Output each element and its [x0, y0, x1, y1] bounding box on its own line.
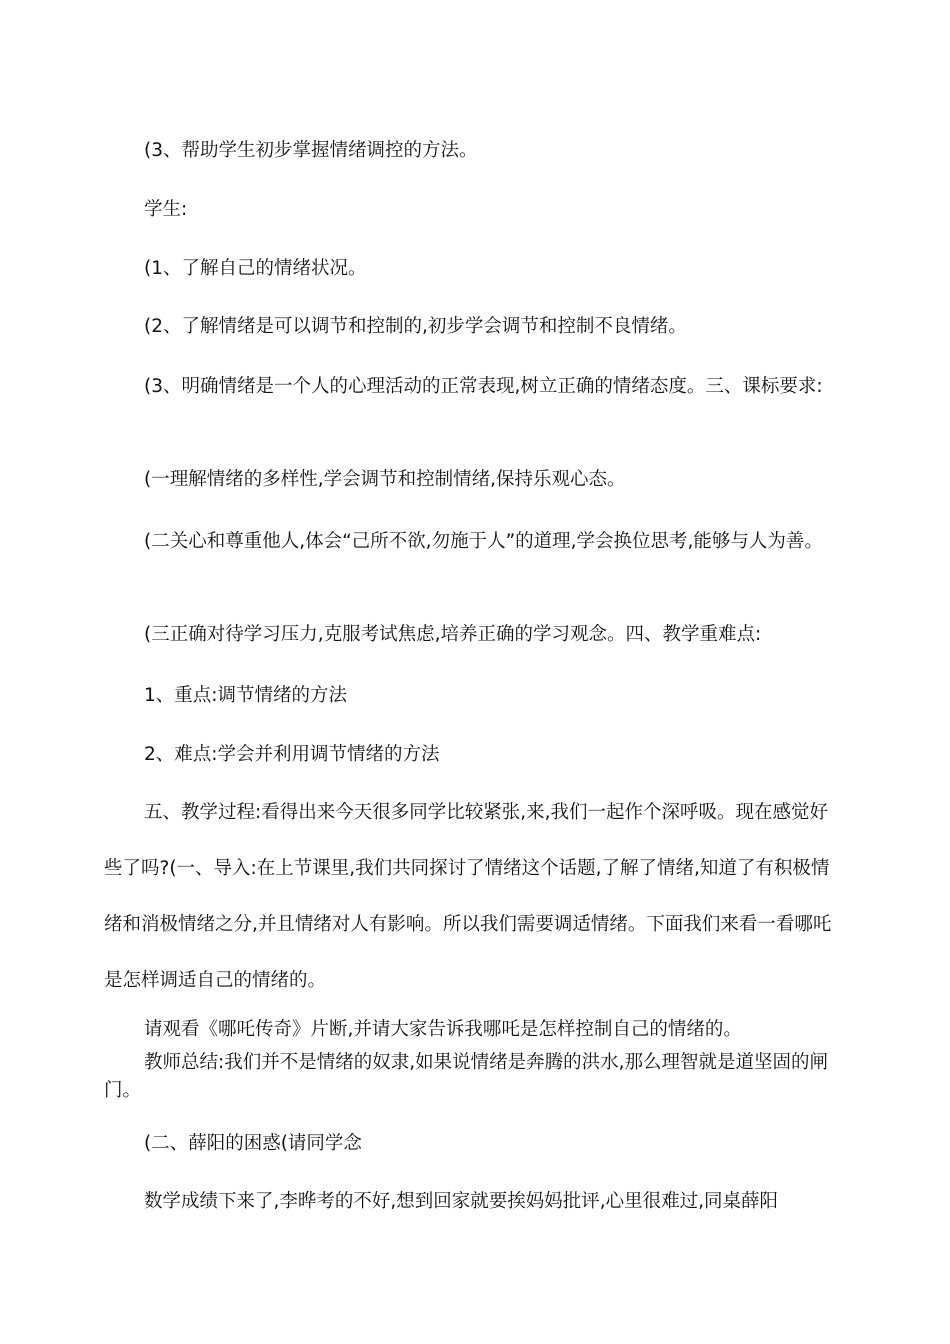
- paragraph-standard-3: (三正确对待学习压力,克服考试焦虑,培养正确的学习观念。四、教学重难点:: [144, 624, 762, 645]
- paragraph-difficult-point: 2、难点:学会并利用调节情绪的方法: [144, 744, 440, 765]
- paragraph-watch-clip: 请观看《哪吒传奇》片断,并请大家告诉我哪吒是怎样控制自己的情绪的。: [144, 1019, 742, 1040]
- paragraph-student-3: (3、明确情绪是一个人的心理活动的正常表现,树立正确的情绪态度。三、课标要求:: [144, 376, 823, 397]
- paragraph-standard-1: (一理解情绪的多样性,学会调节和控制情绪,保持乐观心态。: [144, 469, 626, 490]
- paragraph-story: 数学成绩下来了,李晔考的不好,想到回家就要挨妈妈批评,心里很难过,同桌薛阳: [144, 1191, 779, 1212]
- paragraph-teacher-summary: 教师总结:我们并不是情绪的奴隶,如果说情绪是奔腾的洪水,那么理智就是道坚固的闸门。: [104, 1052, 828, 1101]
- paragraph-key-point: 1、重点:调节情绪的方法: [144, 685, 348, 706]
- paragraph-standard-2: (二关心和尊重他人,体会“己所不欲,勿施于人”的道理,学会换位思考,能够与人为善。: [144, 531, 823, 552]
- paragraph-student-2: (2、了解情绪是可以调节和控制的,初步学会调节和控制不良情绪。: [144, 316, 687, 337]
- paragraph-student-1: (1、了解自己的情绪状况。: [144, 258, 367, 279]
- paragraph-teaching-process: 五、教学过程:看得出来今天很多同学比较紧张,来,我们一起作个深呼吸。现在感觉好些了吗?(一、导入:在上节课里,我们共同探讨了情绪这个话题,了解了情绪,知道了有积极情绪和消极情绪之分,并且情绪对人有影响。所以我们需要调适情绪。下面我们来看一看哪吒是怎样调适自己的情绪的。: [104, 802, 832, 991]
- paragraph-student-heading: 学生:: [144, 199, 188, 220]
- paragraph-goal-3: (3、帮助学生初步掌握情绪调控的方法。: [144, 140, 478, 161]
- paragraph-section-2: (二、薛阳的困惑(请同学念: [144, 1133, 362, 1154]
